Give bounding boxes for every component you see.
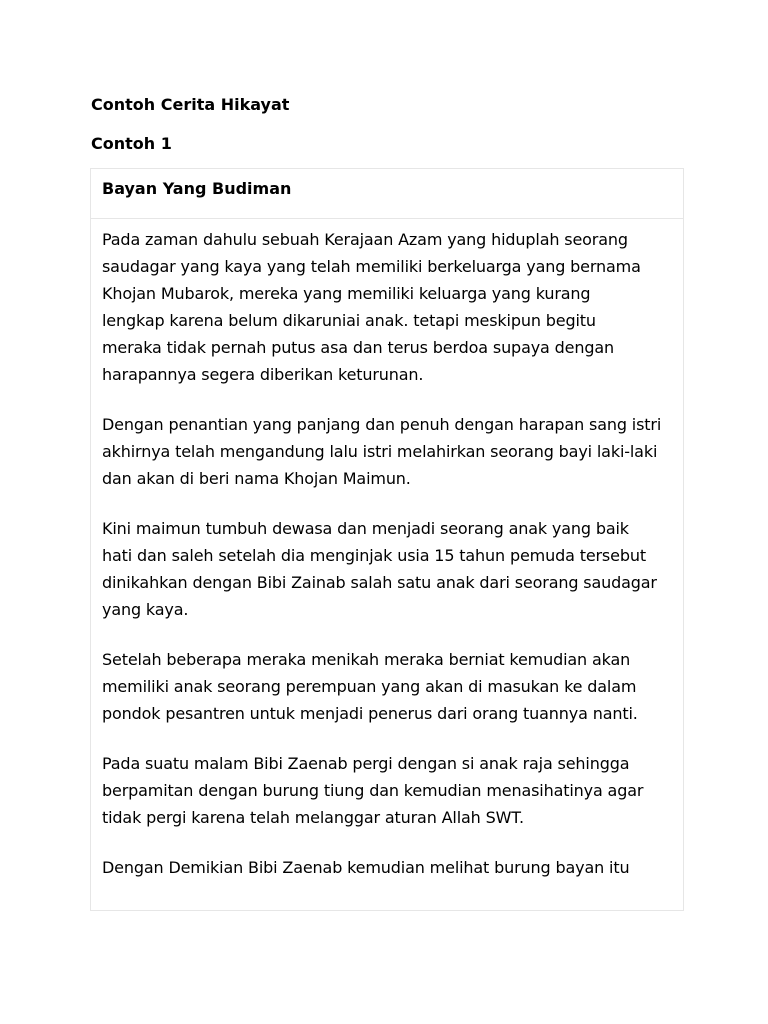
paragraph-line: dan akan di beri nama Khojan Maimun. <box>102 469 411 488</box>
story-paragraph <box>102 411 673 492</box>
paragraph-line: pondok pesantren untuk menjadi penerus dari orang tuannya nanti. <box>102 704 638 723</box>
paragraph-line: Pada zaman dahulu sebuah Kerajaan Azam yang hiduplah seorang <box>102 230 628 249</box>
story-heading: Bayan Yang Budiman <box>91 169 683 219</box>
story-body <box>91 219 683 881</box>
story-paragraph <box>102 750 673 831</box>
paragraph-line: hati dan saleh setelah dia menginjak usia 15 tahun pemuda tersebut <box>102 546 646 565</box>
paragraph-line: saudagar yang kaya yang telah memiliki berkeluarga yang bernama <box>102 257 641 276</box>
paragraph-line: tidak pergi karena telah melanggar aturan Allah SWT. <box>102 808 524 827</box>
document-title: Contoh Cerita Hikayat <box>91 95 290 114</box>
story-paragraph <box>102 226 673 388</box>
paragraph-line: Dengan penantian yang panjang dan penuh dengan harapan sang istri <box>102 415 662 434</box>
paragraph-line: meraka tidak pernah putus asa dan terus berdoa supaya dengan <box>102 338 614 357</box>
paragraph-line: Setelah beberapa meraka menikah meraka berniat kemudian akan <box>102 650 631 669</box>
story-paragraph <box>102 646 673 727</box>
document-subtitle: Contoh 1 <box>91 134 172 153</box>
story-table <box>90 168 684 911</box>
paragraph-line: akhirnya telah mengandung lalu istri melahirkan seorang bayi laki-laki <box>102 442 658 461</box>
paragraph-line: memiliki anak seorang perempuan yang akan di masukan ke dalam <box>102 677 637 696</box>
paragraph-line: Pada suatu malam Bibi Zaenab pergi dengan si anak raja sehingga <box>102 754 630 773</box>
paragraph-line: berpamitan dengan burung tiung dan kemudian menasihatinya agar <box>102 781 644 800</box>
story-paragraph <box>102 854 673 881</box>
paragraph-line: Khojan Mubarok, mereka yang memiliki keluarga yang kurang <box>102 284 591 303</box>
paragraph-line: dinikahkan dengan Bibi Zainab salah satu anak dari seorang saudagar <box>102 573 657 592</box>
paragraph-line: Kini maimun tumbuh dewasa dan menjadi seorang anak yang baik <box>102 519 629 538</box>
paragraph-line: Dengan Demikian Bibi Zaenab kemudian melihat burung bayan itu <box>102 858 630 877</box>
paragraph-line: lengkap karena belum dikaruniai anak. tetapi meskipun begitu <box>102 311 596 330</box>
story-paragraph <box>102 515 673 623</box>
paragraph-line: harapannya segera diberikan keturunan. <box>102 365 424 384</box>
paragraph-line: yang kaya. <box>102 600 189 619</box>
